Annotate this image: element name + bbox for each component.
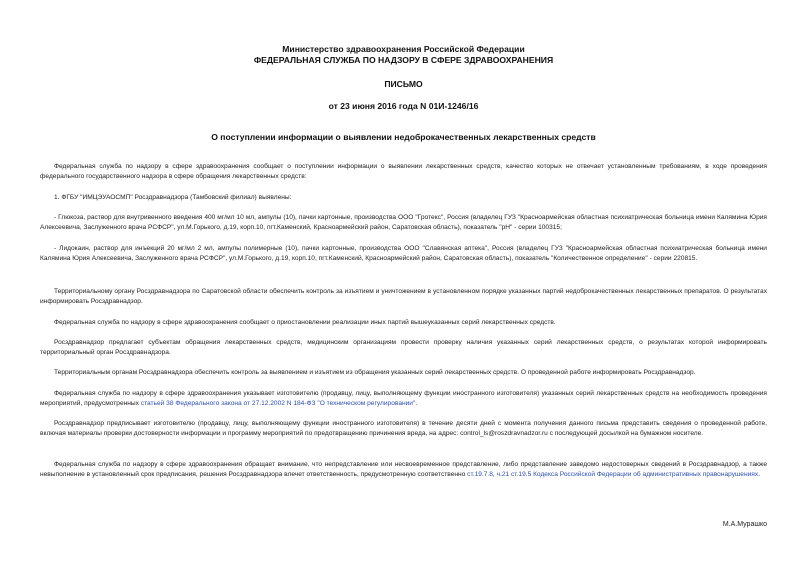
document-subject: О поступлении информации о выявлении недоброкачественных лекарственных средств <box>211 132 596 142</box>
ministry-name: Министерство здравоохранения Российской Федерации <box>282 44 525 54</box>
article-19-7-8-link[interactable]: ст.19.7.8 <box>467 470 493 478</box>
paragraph-prescription: Росздравнадзор предписывает изготовителю (продавцу, лицу, выполняющему функции иностранного изготовителя) в течение десяти дней с момента получения данного письма представить сведения о проведенной работе, включая материалы проверки достоверности информации и программу мероприятий по предотвращению причинения вреда, на адрес: control_ls@roszdravnadzor.ru с последующей досылкой на бумажном носителе. <box>40 420 767 437</box>
paragraph-text: Федеральная служба по надзору в сфере здравоохранения обращает внимание, что непредставление или несвоевременное представление, либо представление заведомо недостоверных сведений в Росздравнадзор, а также невыполнение в установленный срок предписания, решения Росздравнадзора влечет ответственность, предусмотренную соответственно <box>40 461 767 478</box>
paragraph-item-1: 1. ФГБУ "ИМЦЭУАОСМП" Росздравнадзора (Тамбовский филиал) выявлены: <box>54 194 292 201</box>
separator: , <box>492 470 497 478</box>
paragraph-lidocaine: - Лидокаин, раствор для инъекций 20 мг/мл 2 мл, ампулы полимерные (10), пачки картонные, производства ООО "Славянская аптека", Россия (владелец ГУЗ "Красноармейская областная психиатрическая больница имени Калямина Юрия Алексеевича, Заслуженного врача РСФСР", ул.М.Горького, д.19, корп.10, пгт.Каменский, Красноармейский район, Саратовская область), показатель "Количественное определение" - серии 220815. <box>40 245 767 262</box>
paragraph-check-proposal: Росздравнадзор предлагает субъектам обращения лекарственных средств, медицинским организациям провести проверку наличия указанных серий лекарственных средств, о результатах которой информировать территориальный орган Росздравнадзора. <box>40 339 767 356</box>
paragraph-saratov-control: Территориальному органу Росздравнадзора по Саратовской области обеспечить контроль за изъятием и уничтожением в установленном порядке указанных партий недоброкачественных лекарственных препаратов. О результатах информировать Росздравнадзор. <box>40 288 767 305</box>
document-type: ПИСЬМО <box>384 79 423 89</box>
signature: М.А.Мурашко <box>722 521 767 528</box>
document-date-number: от 23 июня 2016 года N 01И-1246/16 <box>328 101 479 111</box>
article-19-5-koap-link[interactable]: ч.21 ст.19.5 Кодекса Российской Федерации об административных правонарушениях <box>496 470 759 478</box>
paragraph-end: . <box>415 399 418 407</box>
paragraph-intro: Федеральная служба по надзору в сфере здравоохранения сообщает о поступлении информации о выявлении лекарственных средств, качество которых не отвечает установленным требованиям, в ходе проведения федерального государственного надзора в сфере обращения лекарственных средств: <box>40 163 767 180</box>
paragraph-manufacturer-measures <box>40 389 767 409</box>
paragraph-glucose: - Глюкоза, раствор для внутривенного введения 400 мг/мл 10 мл, ампулы (10), пачки картонные, производства ООО "Гротекс", Россия (владелец ГУЗ "Красноармейская областная психиатрическая больница имени Калямина Юрия Алексеевича, Заслуженного врача РСФСР", ул.М.Горького, д.19, корп.10, пгт.Каменский, Красноармейский район, Саратовская область), показатель "pH" - серии 100315; <box>40 214 767 231</box>
paragraph-text: Федеральная служба по надзору в сфере здравоохранения указывает изготовителю (продавцу, лицу, выполняющему функции иностранного изготовителя) указанных серий лекарственных средств на необходимость проведения мероприятий, предусмотренных <box>40 390 767 407</box>
paragraph-end: . <box>758 470 761 478</box>
law-184-fz-link[interactable]: статьей 38 Федерального закона от 27.12.2002 N 184-ФЗ "О техническом регулировании" <box>140 399 416 407</box>
paragraph-suspension: Федеральная служба по надзору в сфере здравоохранения сообщает о приостановлении реализации иных партий вышеуказанных серий лекарственных средств. <box>54 319 556 326</box>
service-name: ФЕДЕРАЛЬНАЯ СЛУЖБА ПО НАДЗОРУ В СФЕРЕ ЗДРАВООХРАНЕНИЯ <box>253 55 554 65</box>
paragraph-responsibility <box>40 460 767 480</box>
paragraph-territorial-control: Территориальным органам Росздравнадзора обеспечить контроль за выявлением и изъятием из обращения указанных серий лекарственных средств. О проведенной работе информировать Росздравнадзор. <box>54 369 696 376</box>
